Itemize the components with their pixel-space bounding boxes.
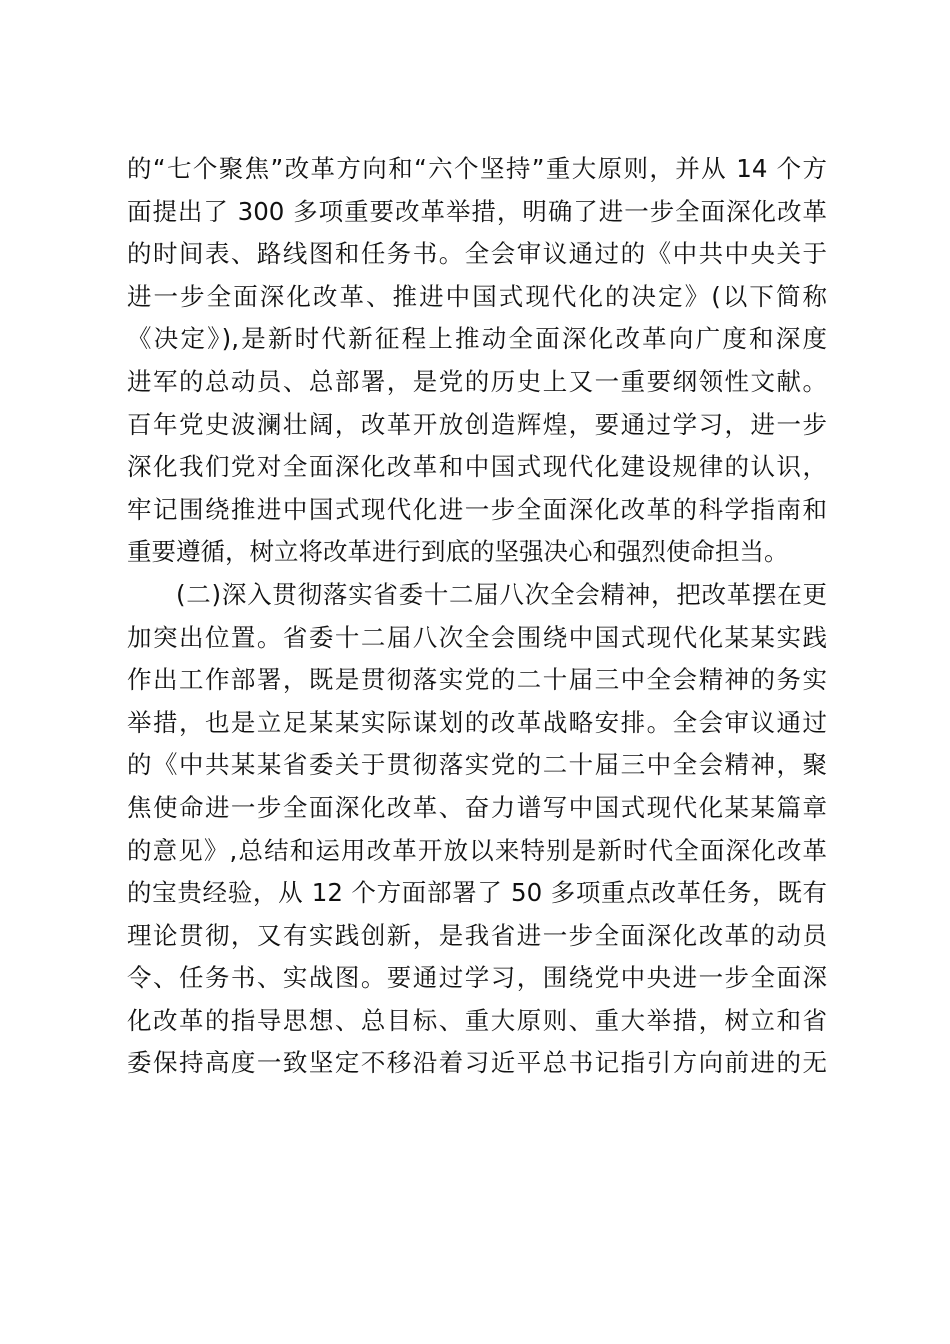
text-line: 面提出了 300 多项重要改革举措，明确了进一步全面深化改革 [127,196,827,226]
text-line: 的宝贵经验，从 12 个方面部署了 50 多项重点改革任务，既有 [127,878,827,908]
text-line: 牢记围绕推进中国式现代化进一步全面深化改革的科学指南和 [127,494,827,524]
text-line: 理论贯彻，又有实践创新，是我省进一步全面深化改革的动员 [127,920,827,950]
paragraph-1 [127,148,827,574]
text-line: 的意见》,总结和运用改革开放以来特别是新时代全面深化改革 [127,835,827,865]
text-line: 举措，也是立足某某实际谋划的改革战略安排。全会审议通过 [127,707,827,737]
text-line: 作出工作部署，既是贯彻落实党的二十届三中全会精神的务实 [127,665,827,695]
text-line: 的“七个聚焦”改革方向和“六个坚持”重大原则，并从 14 个方 [127,154,827,183]
text-line: 深化我们党对全面深化改革和中国式现代化建设规律的认识， [127,452,827,482]
text-line: 《决定》),是新时代新征程上推动全面深化改革向广度和深度 [127,324,827,354]
body-text [127,148,827,1085]
text-line: 的《中共某某省委关于贯彻落实党的二十届三中全会精神，聚 [127,750,827,780]
text-line: (二)深入贯彻落实省委十二届八次全会精神，把改革摆在更 [176,579,827,609]
paragraph-2 [127,574,827,1085]
text-line: 委保持高度一致坚定不移沿着习近平总书记指引方向前进的无 [127,1048,827,1078]
text-line: 重要遵循，树立将改革进行到底的坚强决心和强烈使命担当。 [127,537,789,567]
text-line: 化改革的指导思想、总目标、重大原则、重大举措，树立和省 [127,1005,827,1035]
text-line: 令、任务书、实战图。要通过学习，围绕党中央进一步全面深 [127,963,827,993]
text-line: 进一步全面深化改革、推进中国式现代化的决定》(以下简称 [127,281,827,311]
text-line: 的时间表、路线图和任务书。全会审议通过的《中共中央关于 [127,239,827,269]
text-line: 加突出位置。省委十二届八次全会围绕中国式现代化某某实践 [127,622,827,652]
text-line: 焦使命进一步全面深化改革、奋力谱写中国式现代化某某篇章 [127,792,827,822]
text-line: 百年党史波澜壮阔，改革开放创造辉煌，要通过学习，进一步 [127,409,827,439]
text-line: 进军的总动员、总部署，是党的历史上又一重要纲领性文献。 [127,366,827,396]
